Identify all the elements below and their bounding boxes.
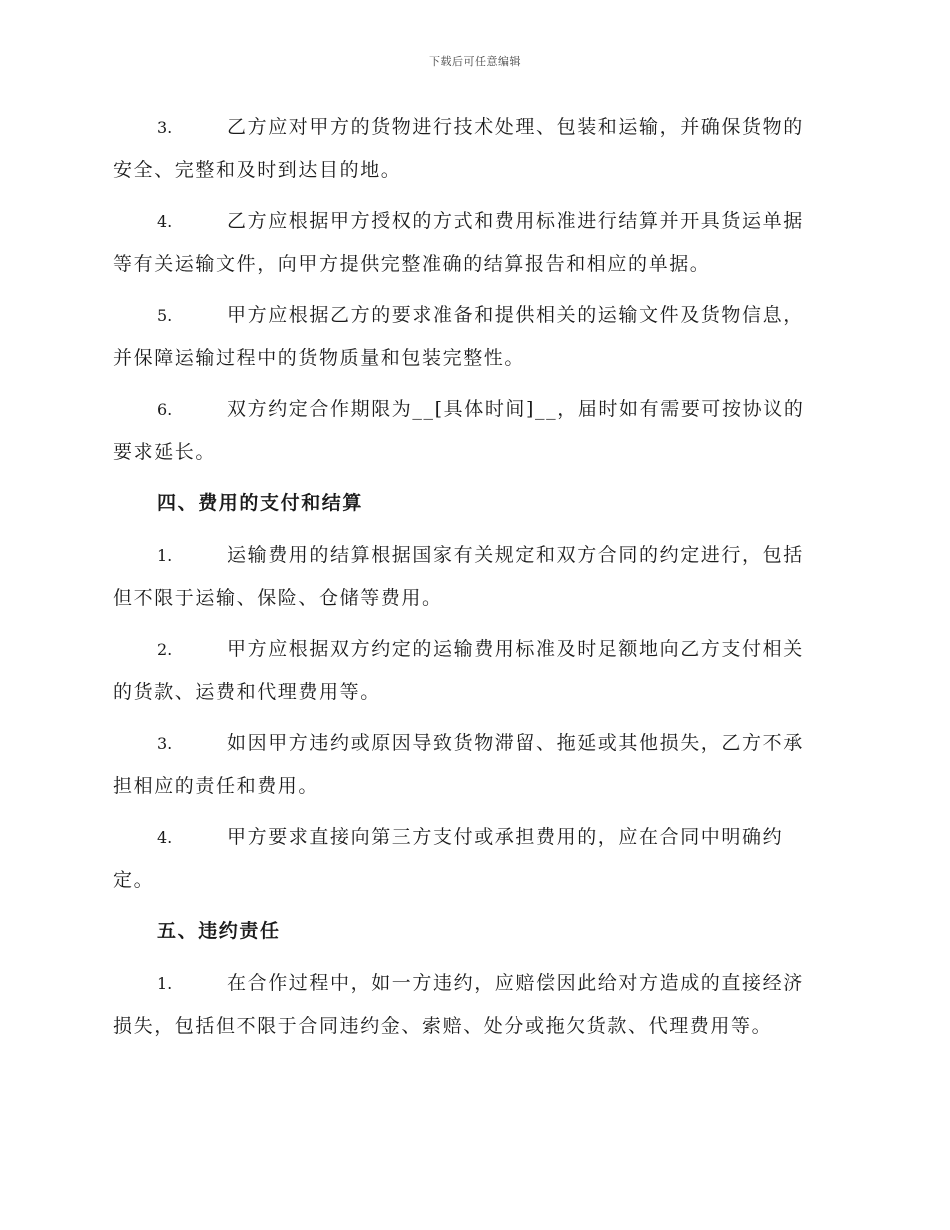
item-text: 乙方应对甲方的货物进行技术处理、包装和运输，并确保货物的: [227, 116, 804, 138]
item-number: 2.: [157, 640, 173, 659]
item-text-continued: 要求延长。: [113, 441, 217, 463]
item-text-continued: 等有关运输文件，向甲方提供完整准确的结算报告和相应的单据。: [113, 253, 711, 275]
item-text: 运输费用的结算根据国家有关规定和双方合同的约定进行，包括: [227, 544, 804, 566]
list-item: [113, 200, 835, 286]
item-text: 在合作过程中，如一方违约，应赔偿因此给对方造成的直接经济: [227, 972, 804, 994]
item-text: 乙方应根据甲方授权的方式和费用标准进行结算并开具货运单据: [227, 210, 804, 232]
item-number: 1.: [157, 546, 173, 565]
item-text-continued: 的货款、运费和代理费用等。: [113, 681, 381, 703]
item-text: 双方约定合作期限为__[具体时间]__，届时如有需要可按协议的: [227, 398, 805, 420]
list-item: [113, 816, 835, 902]
item-text: 甲方应根据双方约定的运输费用标准及时足额地向乙方支付相关: [227, 638, 804, 660]
section-heading: 四、费用的支付和结算: [157, 492, 364, 514]
list-item: [113, 628, 835, 714]
item-text-continued: 定。: [113, 869, 155, 891]
list-item: [113, 962, 835, 1048]
item-number: 4.: [157, 212, 173, 231]
page-header: 下载后可任意编辑: [429, 55, 521, 68]
list-item: [113, 388, 835, 474]
item-text-continued: 并保障运输过程中的货物质量和包装完整性。: [113, 347, 526, 369]
item-text: 如因甲方违约或原因导致货物滞留、拖延或其他损失，乙方不承: [227, 732, 804, 754]
list-item: [113, 294, 835, 380]
item-number: 4.: [157, 828, 173, 847]
item-number: 3.: [157, 118, 173, 137]
item-text-continued: 担相应的责任和费用。: [113, 775, 320, 797]
item-text: 甲方应根据乙方的要求准备和提供相关的运输文件及货物信息，: [227, 304, 804, 326]
section-heading: 五、违约责任: [157, 920, 281, 942]
item-text-continued: 安全、完整和及时到达目的地。: [113, 159, 402, 181]
list-item: [113, 534, 835, 620]
item-number: 3.: [157, 734, 173, 753]
list-item: [113, 722, 835, 808]
item-number: 1.: [157, 974, 173, 993]
item-text-continued: 但不限于运输、保险、仓储等费用。: [113, 587, 443, 609]
item-text-continued: 损失，包括但不限于合同违约金、索赔、处分或拖欠货款、代理费用等。: [113, 1015, 773, 1037]
item-number: 5.: [157, 306, 173, 325]
list-item: [113, 106, 835, 192]
item-number: 6.: [157, 400, 173, 419]
item-text: 甲方要求直接向第三方支付或承担费用的，应在合同中明确约: [227, 826, 784, 848]
